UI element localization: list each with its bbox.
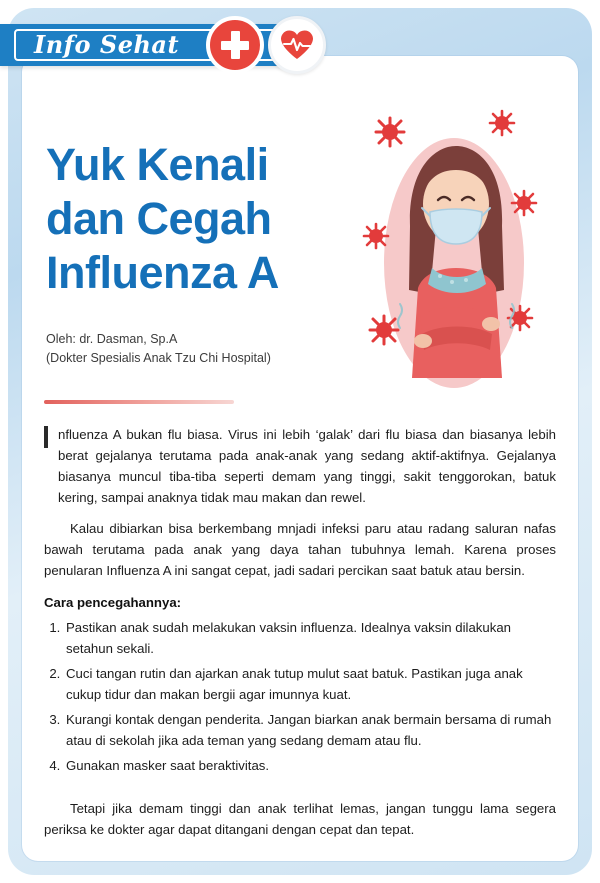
face-mask [430,209,482,244]
girl-with-mask-illustration [352,108,552,398]
section-divider [44,400,234,404]
ribbon-title: Info Sehat [34,30,180,59]
paragraph-1 [44,424,556,508]
hand-right [482,317,500,331]
prevention-subheading: Cara pencegahannya: [44,595,182,610]
list-item: 1. Pastikan anak sudah melakukan vaksin influenza. Idealnya vaksin dilakukan setahun sekali. [64,617,556,659]
title-line-3: Influenza A [46,247,279,298]
paragraph-1-text: nfluenza A bukan flu biasa. Virus ini lebih ‘galak’ dari flu biasa dan biasanya lebih berat gejalanya terutama pada anak-anak yang sedang aktif-aktifnya. Gejalanya biasanya muncul tiba-tiba seperti demam yang tinggi, sakit tenggorokan, batuk kering, sampai anaknya tidak mau makan dan rewel. [58,427,556,505]
prevention-steps-list [44,617,556,776]
byline-affiliation: (Dokter Spesialis Anak Tzu Chi Hospital) [46,351,271,365]
hand-left [414,334,432,348]
article-body [44,424,556,840]
paragraph-2: Kalau dibiarkan bisa berkembang mnjadi infeksi paru atau radang saluran nafas bawah terutama pada anak yang daya tahan tubuhnya lemah. Karena proses penularan Influenza A ini sangat cepat, jadi sadari percikan saat batuk atau bersin. [44,521,556,578]
list-item: 4. Gunakan masker saat beraktivitas. [64,755,556,776]
list-item: 2. Cuci tangan rutin dan ajarkan anak tutup mulut saat batuk. Pastikan juga anak cukup tidur dan makan bergii agar imunnya kuat. [64,663,556,705]
article-title [46,138,376,300]
list-item: 3. Kurangi kontak dengan penderita. Jangan biarkan anak bermain bersama di rumah atau di sekolah jika ada teman yang sedang demam atau flu. [64,709,556,751]
title-line-2: dan Cegah [46,193,272,244]
dropcap-rule [44,426,48,448]
byline [46,330,346,368]
cross-horizontal-bar [221,41,249,50]
closing-paragraph: Tetapi jika demam tinggi dan anak terlihat lemas, jangan tunggu lama segera periksa ke dokter agar dapat ditangani dengan cepat dan tepat. [44,801,556,837]
title-line-1: Yuk Kenali [46,139,269,190]
medical-cross-icon [206,16,264,74]
byline-author: Oleh: dr. Dasman, Sp.A [46,332,178,346]
heartbeat-icon [268,16,326,74]
